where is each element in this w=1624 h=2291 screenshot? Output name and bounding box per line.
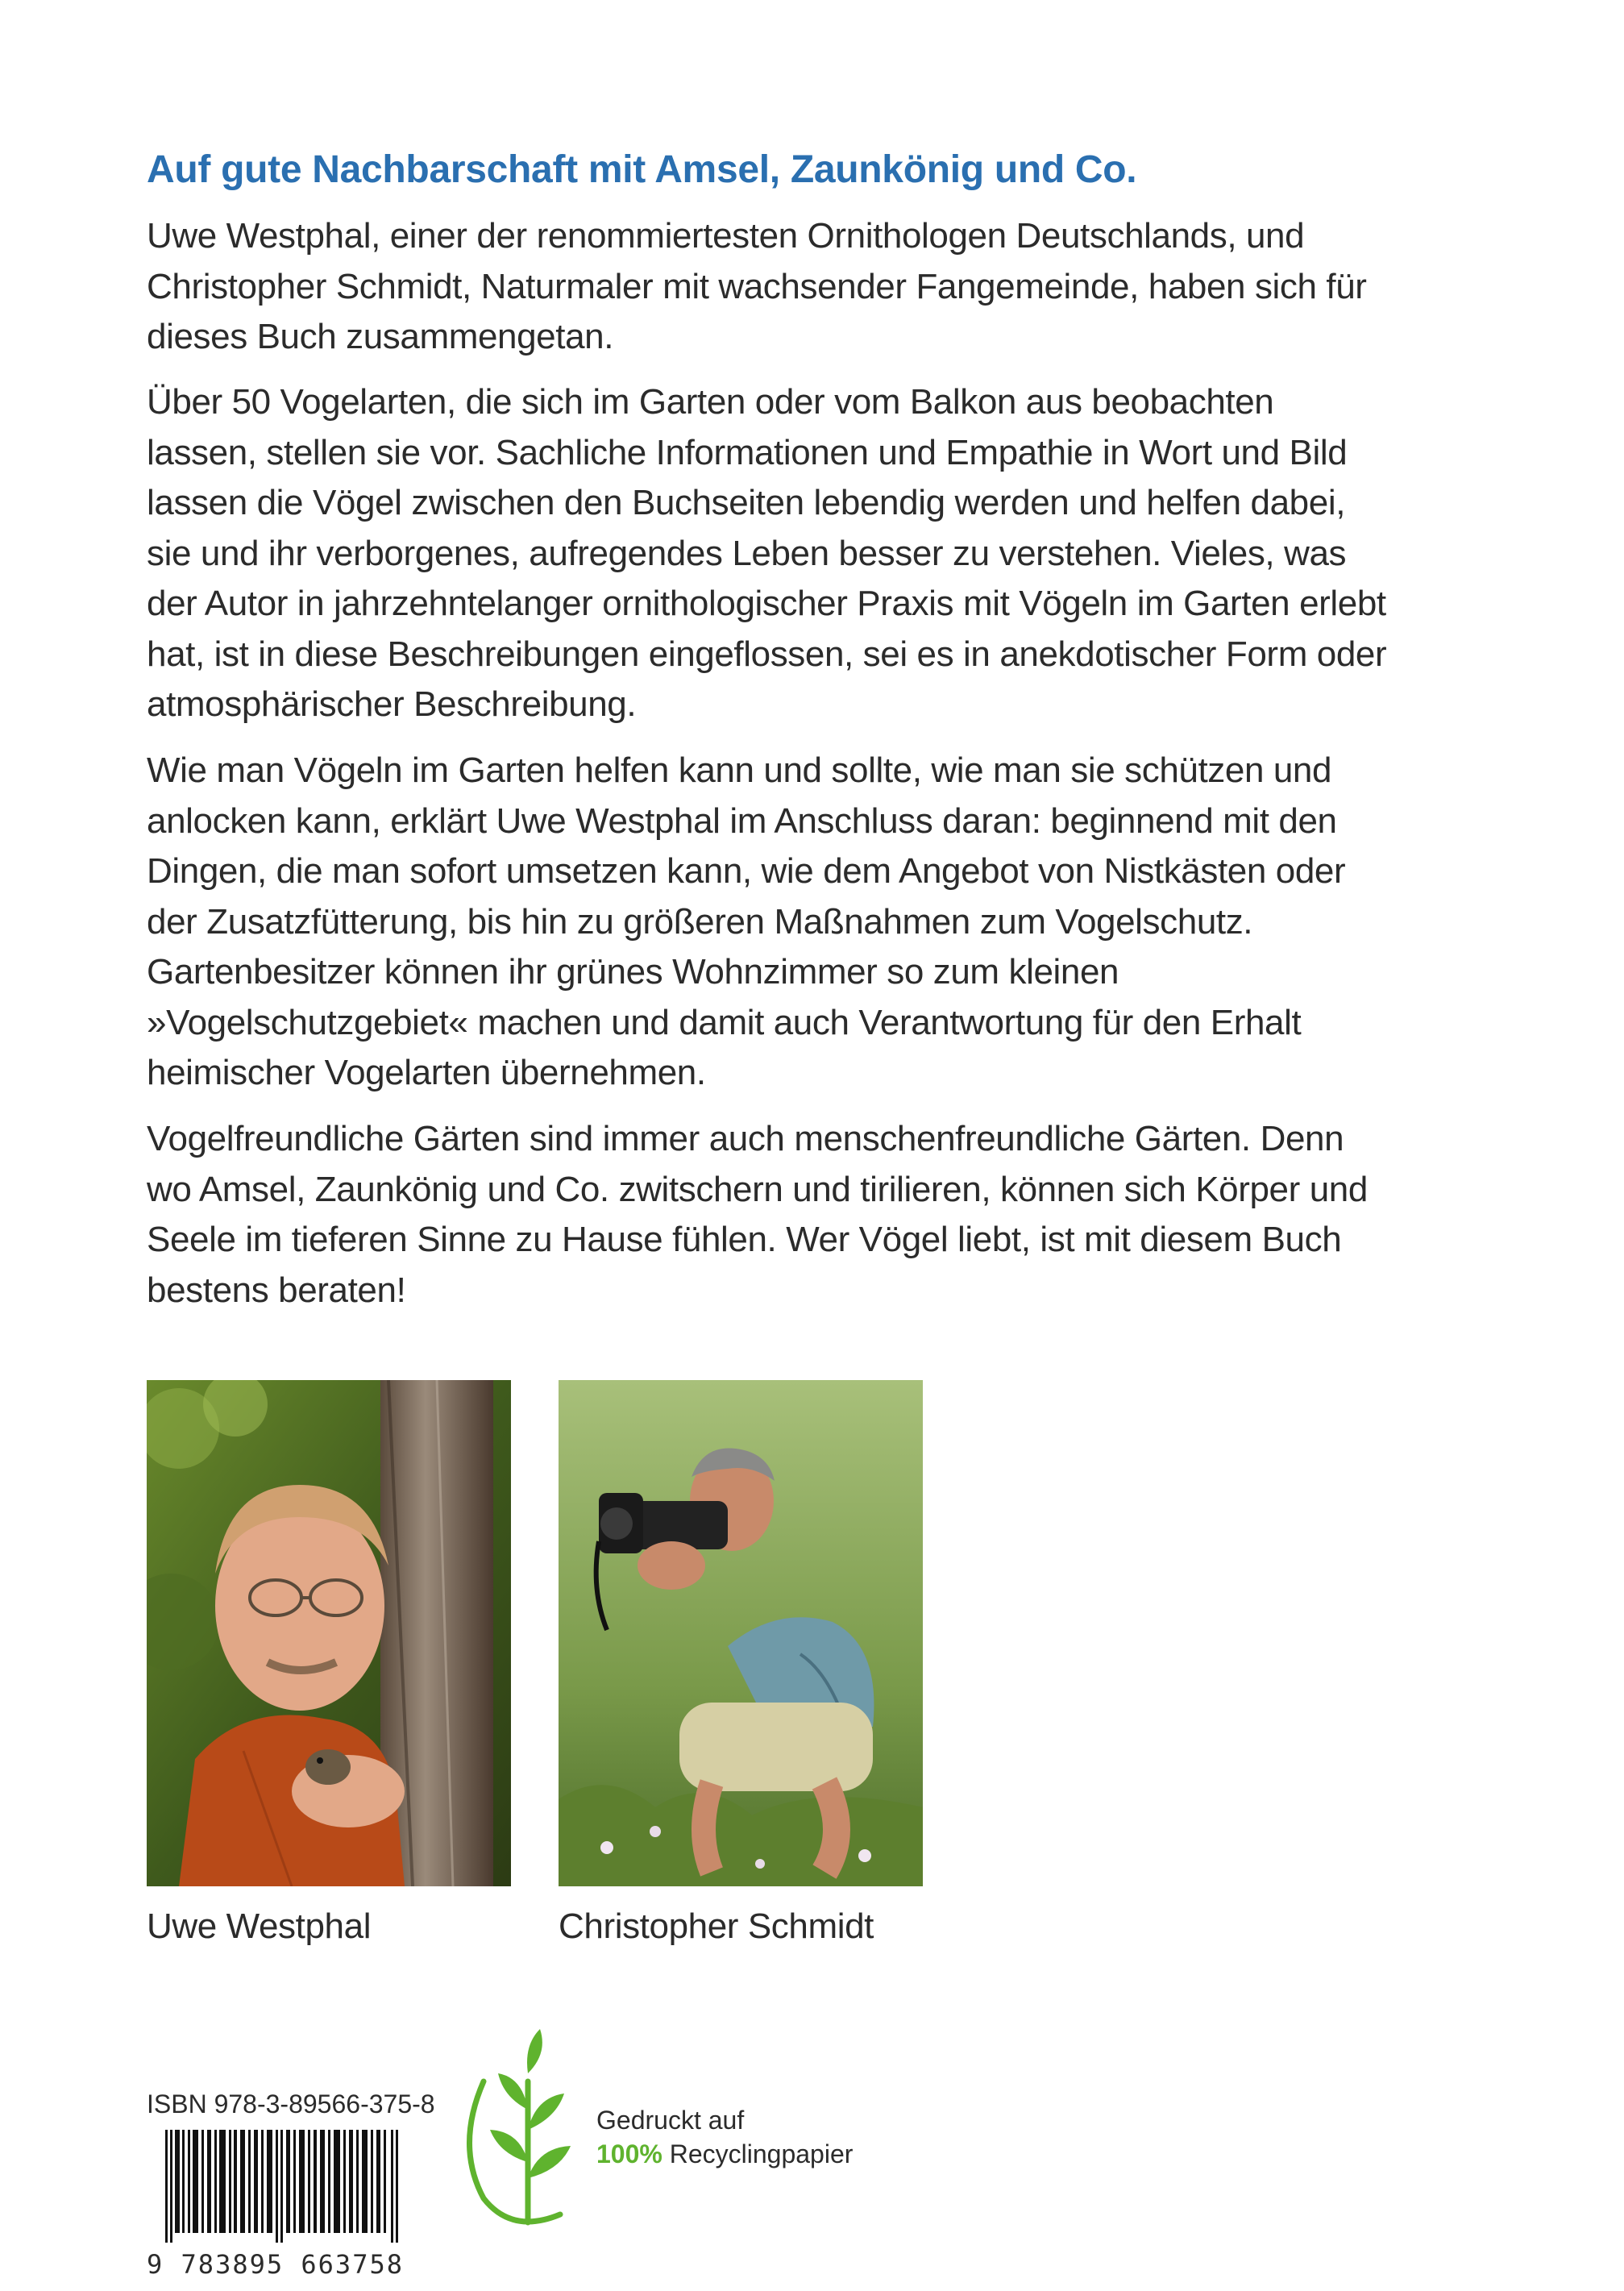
paragraph-closing: Vogelfreundliche Gärten sind immer auch menschenfreundliche Gärten. Denn wo Amsel, Zaunkönig und Co. zwitschern und tirilieren, können sich Körper und Seele im tieferen Sinne zu Hause fühlen. Wer Vögel liebt, ist mit diesem Buch bestens beraten! — [147, 1119, 1368, 1310]
barcode-digits: 9 783895 663758 — [147, 2249, 404, 2280]
caption-schmidt: Christopher Schmidt — [559, 1906, 874, 1946]
paragraph-bird-protection: Wie man Vögeln im Garten helfen kann und sollte, wie man sie schützen und anlocken kann, erklärt Uwe Westphal im Anschluss daran: beginnend mit den Dingen, die man sofort umsetzen kann, wie dem Angebot von Nistkästen oder der Zusatzfütterung, bis hin zu größeren Maßnahmen zum Vogelschutz. Gartenbesitzer können ihr grünes Wohnzimmer so zum kleinen »Vogelschutzgebiet« machen und damit auch Verantwortung für den Erhalt heimischer Vogelarten übernehmen. — [147, 750, 1346, 1092]
eco-label-line2 — [596, 2139, 853, 2169]
ean-barcode — [165, 2130, 399, 2243]
author-photo-westphal — [147, 1380, 511, 1886]
cover-heading: Auf gute Nachbarschaft mit Amsel, Zaunkönig und Co. — [147, 148, 1137, 191]
eco-paper-label: Recyclingpapier — [662, 2139, 854, 2168]
author-photo-schmidt — [559, 1380, 923, 1886]
recycling-plant-icon — [451, 2025, 596, 2235]
eco-label-line1: Gedruckt auf — [596, 2106, 745, 2135]
eco-percent: 100% — [596, 2139, 662, 2168]
isbn-label: ISBN 978-3-89566-375-8 — [147, 2089, 435, 2118]
paragraph-species: Über 50 Vogelarten, die sich im Garten oder vom Balkon aus beobachten lassen, stellen sie vor. Sachliche Informationen und Empathie in Wort und Bild lassen die Vögel zwischen den Buchseiten lebendig werden und helfen dabei, sie und ihr verborgenes, aufregendes Leben besser zu verstehen. Vieles, was der Autor in jahrzehntelanger ornithologischer Praxis mit Vögeln im Garten erlebt hat, ist in diese Beschreibungen eingeflossen, sei es in anekdotischer Form oder atmosphärischer Beschreibung. — [147, 382, 1387, 724]
paragraph-intro: Uwe Westphal, einer der renommiertesten Ornithologen Deutschlands, und Christopher Schmidt, Naturmaler mit wachsender Fangemeinde, haben sich für dieses Buch zusammengetan. — [147, 216, 1367, 356]
caption-westphal: Uwe Westphal — [147, 1906, 372, 1946]
